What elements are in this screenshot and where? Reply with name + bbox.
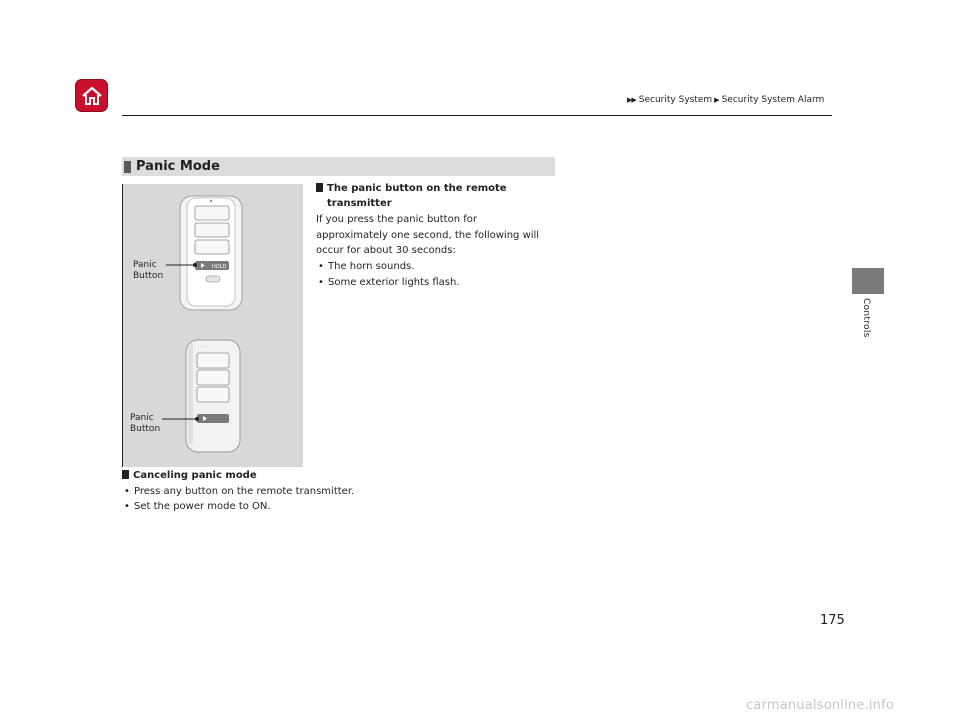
breadcrumb-arrow-icon: ▶▶ [627, 96, 636, 104]
home-button[interactable] [75, 79, 108, 112]
subsection-marker-icon [122, 470, 129, 479]
breadcrumb-item-security-system[interactable]: Security System [638, 95, 713, 105]
watermark: carmanualsonline.info [746, 698, 895, 713]
list-item: • Press any button on the remote transmitter. [124, 486, 355, 497]
canceling-heading: Canceling panic mode [122, 469, 257, 482]
list-item: • Set the power mode to ON. [124, 501, 271, 512]
svg-text:. . . .: . . . . [201, 344, 208, 348]
section-header [122, 157, 555, 176]
panic-button-callout-bottom: Panic Button [130, 413, 161, 434]
panic-button-callout-top: Panic Button [133, 260, 164, 281]
panic-button-body: If you press the panic button for approximately one second, the following will occur for about 30 seconds: [316, 214, 540, 256]
key-fob-bottom-image [162, 340, 240, 452]
key-fob-top-image [166, 196, 242, 310]
page-number: 175 [820, 613, 845, 628]
section-title: Panic Mode [136, 159, 220, 174]
header-divider [122, 115, 832, 116]
breadcrumb-arrow-icon: ▶ [714, 96, 719, 104]
breadcrumb [627, 95, 824, 105]
chapter-tab[interactable] [852, 268, 884, 294]
list-item: • Some exterior lights flash. [318, 277, 460, 288]
figure-divider [122, 184, 123, 467]
section-marker-icon [124, 161, 131, 173]
chapter-label: Controls [861, 298, 871, 338]
home-icon [81, 86, 103, 106]
subsection-marker-icon [316, 183, 323, 192]
list-item: • The horn sounds. [318, 261, 415, 272]
panic-button-heading: The panic button on the remote [316, 182, 507, 195]
panic-button-heading-cont: transmitter [327, 198, 392, 209]
key-fob-figure [122, 184, 303, 467]
hold-button-label: HOLD [212, 264, 227, 270]
breadcrumb-item-security-system-alarm[interactable]: Security System Alarm [721, 95, 825, 105]
